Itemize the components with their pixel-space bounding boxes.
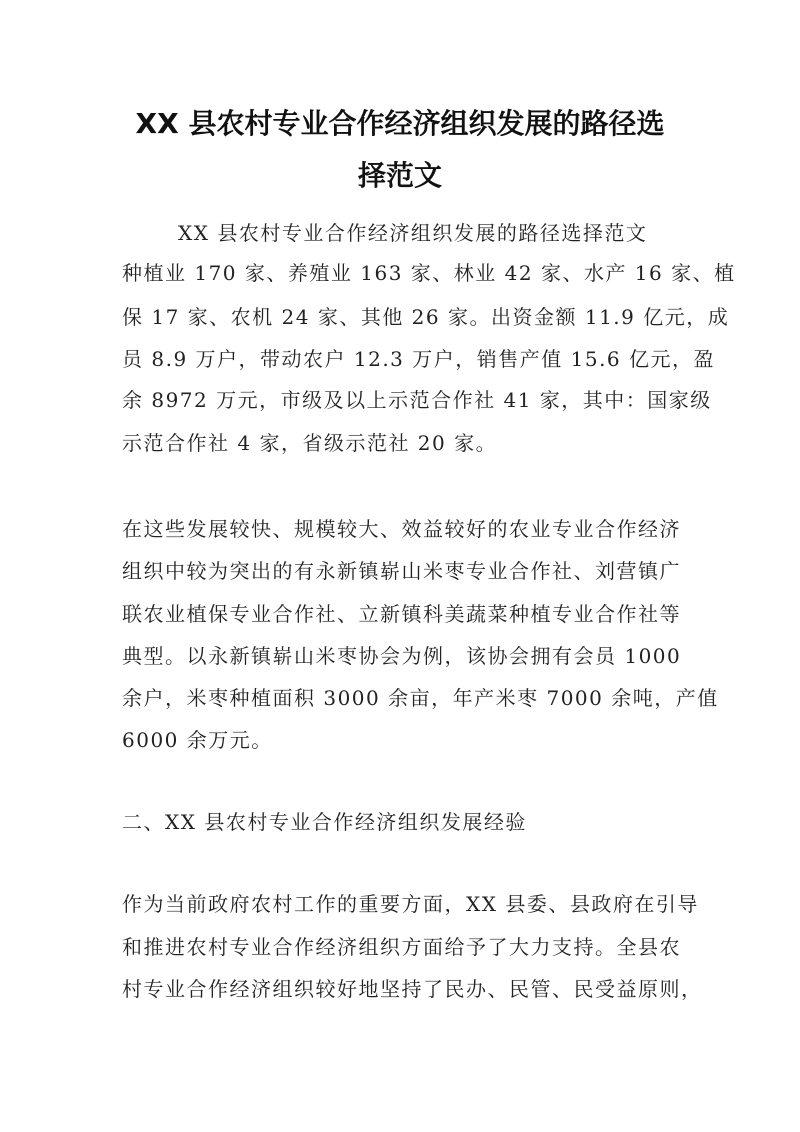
title-line-2: 择范文 — [357, 159, 442, 192]
paragraph1-line-1: 种植业 170 家、养殖业 163 家、林业 42 家、水产 16 家、植 — [122, 261, 736, 285]
paragraph1-line-2: 保 17 家、农机 24 家、其他 26 家。出资金额 11.9 亿元，成 — [122, 305, 730, 329]
paragraph2-line-2: 组织中较为突出的有永新镇崭山米枣专业合作社、刘营镇广 — [122, 559, 681, 583]
paragraph1-line-5: 示范合作社 4 家，省级示范社 20 家。 — [122, 431, 498, 455]
title-line-1: XX 县农村专业合作经济组织发展的路径选 — [135, 107, 665, 140]
paragraph2-line-3: 联农业植保专业合作社、立新镇科美蔬菜种植专业合作社等 — [122, 602, 681, 626]
document-title — [100, 98, 700, 202]
paragraph1-line-4: 余 8972 万元，市级及以上示范合作社 41 家，其中：国家级 — [122, 388, 712, 412]
paragraph3-line-1: 作为当前政府农村工作的重要方面，XX 县委、县政府在引导 — [122, 892, 699, 916]
paragraph2-line-4: 典型。以永新镇崭山米枣协会为例，该协会拥有会员 1000 — [122, 644, 682, 668]
section-heading-2: 二、XX 县农村专业合作经济组织发展经验 — [122, 810, 527, 834]
paragraph1-line-3: 员 8.9 万户，带动农户 12.3 万户，销售产值 15.6 亿元，盈 — [122, 347, 716, 371]
paragraph3-line-3: 村专业合作经济组织较好地坚持了民办、民管、民受益原则， — [122, 977, 703, 1001]
paragraph2-line-1: 在这些发展较快、规模较大、效益较好的农业专业合作经济 — [122, 517, 681, 541]
paragraph2-line-5: 余户，米枣种植面积 3000 余亩，年产米枣 7000 余吨，产值 — [122, 686, 719, 710]
document-subtitle: XX 县农村专业合作经济组织发展的路径选择范文 — [178, 221, 648, 245]
paragraph3-line-2: 和推进农村专业合作经济组织方面给予了大力支持。全县农 — [122, 935, 681, 959]
paragraph2-line-6: 6000 余万元。 — [122, 728, 273, 752]
